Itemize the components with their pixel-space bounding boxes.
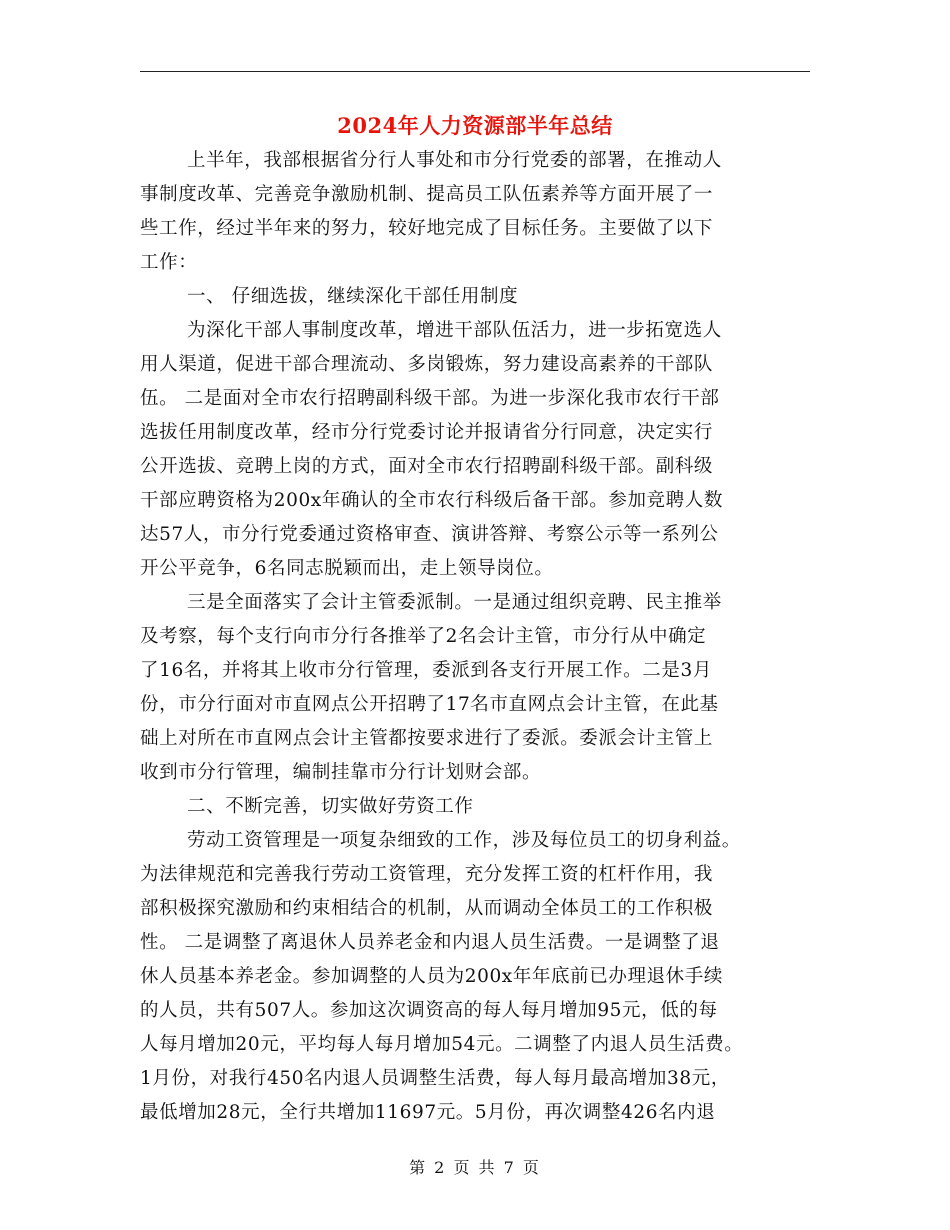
- body-line: 伍。 二是面对全市农行招聘副科级干部。为进一步深化我市农行干部: [140, 388, 720, 409]
- header-rule: [140, 71, 810, 72]
- body-line: 上半年，我部根据省分行人事处和市分行党委的部署，在推动人: [187, 150, 722, 171]
- body-line: 达57人，市分行党委通过资格审查、演讲答辩、考察公示等一系列公: [140, 524, 719, 545]
- body-line: 1月份，对我行450名内退人员调整生活费，每人每月最高增加38元，: [140, 1068, 730, 1089]
- body-line: 为法律规范和完善我行劳动工资管理，充分发挥工资的杠杆作用，我: [140, 864, 714, 885]
- body-line: 选拔任用制度改革，经市分行党委讨论并报请省分行同意，决定实行: [140, 422, 714, 443]
- body-line: 工作：: [140, 252, 198, 273]
- section-heading: 一、 仔细选拔，继续深化干部任用制度: [187, 286, 519, 307]
- body-line: 公开选拔、竞聘上岗的方式，面对全市农行招聘副科级干部。副科级: [140, 456, 714, 477]
- body-line: 性。 二是调整了离退休人员养老金和内退人员生活费。一是调整了退: [140, 932, 720, 953]
- body-line: 为深化干部人事制度改革，增进干部队伍活力，进一步拓宽选人: [187, 320, 722, 341]
- body-line: 事制度改革、完善竞争激励机制、提高员工队伍素养等方面开展了一: [140, 184, 714, 205]
- body-line: 收到市分行管理，编制挂靠市分行计划财会部。: [140, 762, 542, 783]
- body-line: 部积极探究激励和约束相结合的机制，从而调动全体员工的工作积极: [140, 898, 714, 919]
- body-line: 了16名，并将其上收市分行管理，委派到各支行开展工作。二是3月: [140, 660, 712, 681]
- body-line: 干部应聘资格为200x年确认的全市农行科级后备干部。参加竞聘人数: [140, 490, 723, 511]
- document-title: 2024年人力资源部半年总结: [337, 113, 613, 138]
- body-line: 础上对所在市直网点会计主管都按要求进行了委派。委派会计主管上: [140, 728, 714, 749]
- body-line: 人每月增加20元，平均每人每月增加54元。二调整了内退人员生活费。: [140, 1034, 744, 1055]
- body-line: 些工作，经过半年来的努力，较好地完成了目标任务。主要做了以下: [140, 218, 714, 239]
- body-line: 份，市分行面对市直网点公开招聘了17名市直网点会计主管，在此基: [140, 694, 719, 715]
- section-heading: 二、不断完善，切实做好劳资工作: [187, 796, 474, 817]
- body-line: 劳动工资管理是一项复杂细致的工作，涉及每位员工的切身利益。: [187, 830, 741, 851]
- body-line: 三是全面落实了会计主管委派制。一是通过组织竞聘、民主推举: [187, 592, 722, 613]
- body-line: 开公平竞争，6名同志脱颖而出，走上领导岗位。: [140, 558, 554, 579]
- body-line: 用人渠道，促进干部合理流动、多岗锻炼，努力建设高素养的干部队: [140, 354, 714, 375]
- body-line: 最低增加28元，全行共增加11697元。5月份，再次调整426名内退: [140, 1102, 716, 1123]
- body-line: 休人员基本养老金。参加调整的人员为200x年年底前已办理退休手续: [140, 966, 723, 987]
- body-line: 的人员，共有507人。参加这次调资高的每人每月增加95元，低的每: [140, 1000, 718, 1021]
- page-number: 第 2 页 共 7 页: [409, 1158, 541, 1177]
- body-line: 及考察，每个支行向市分行各推举了2名会计主管，市分行从中确定: [140, 626, 707, 647]
